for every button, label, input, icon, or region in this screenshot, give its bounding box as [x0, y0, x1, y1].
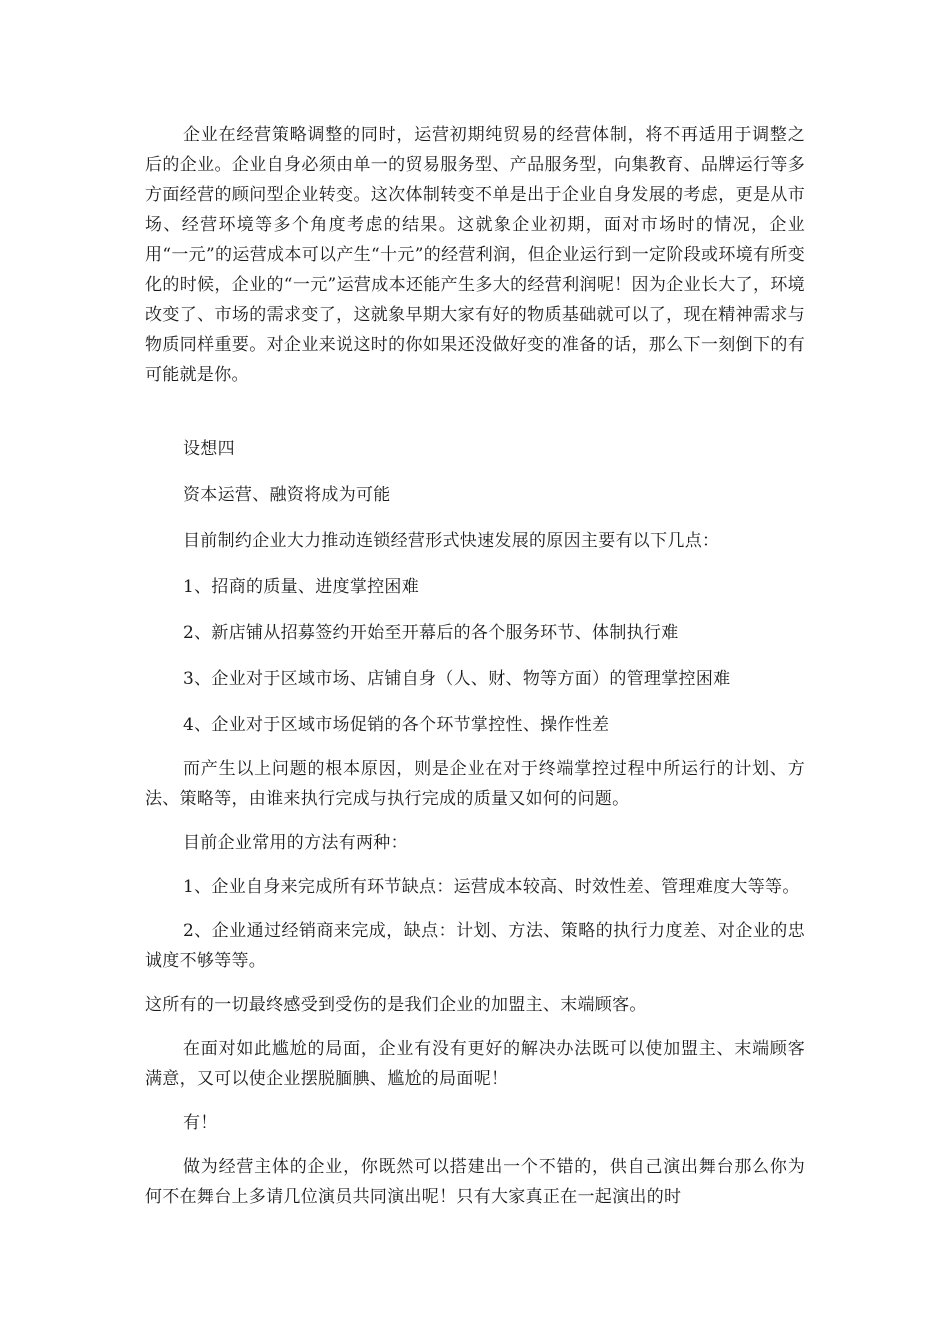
list-item-2: 2、新店铺从招募签约开始至开幕后的各个服务环节、体制执行难	[183, 623, 679, 643]
paragraph-root-cause: 而产生以上问题的根本原因，则是企业在对于终端掌控过程中所运行的计划、方法、策略等，由谁来执行完成与执行完成的质量又如何的问题。	[145, 759, 805, 809]
paragraph-franchisee-impact: 这所有的一切最终感受到受伤的是我们企业的加盟主、末端顾客。	[145, 995, 647, 1015]
paragraph-answer: 有！	[183, 1113, 218, 1133]
heading-idea-four: 设想四	[183, 439, 235, 459]
paragraph-methods-intro: 目前企业常用的方法有两种：	[183, 833, 408, 853]
method-item-2: 2、企业通过经销商来完成，缺点：计划、方法、策略的执行力度差、对企业的忠诚度不够等等。	[145, 921, 805, 971]
paragraph-question: 在面对如此尴尬的局面，企业有没有更好的解决办法既可以使加盟主、末端顾客满意，又可以使企业摆脱腼腆、尴尬的局面呢！	[145, 1039, 805, 1089]
paragraph-stage-metaphor: 做为经营主体的企业，你既然可以搭建出一个不错的，供自己演出舞台那么你为何不在舞台上多请几位演员共同演出呢！只有大家真正在一起演出的时	[145, 1157, 805, 1207]
document-body	[145, 120, 805, 1212]
subheading-capital-operation: 资本运营、融资将成为可能	[183, 485, 391, 505]
paragraph-constraints-intro: 目前制约企业大力推动连锁经营形式快速发展的原因主要有以下几点：	[183, 531, 720, 551]
method-item-1: 1、企业自身来完成所有环节缺点：运营成本较高、时效性差、管理难度大等等。	[183, 877, 800, 897]
paragraph-strategy-adjustment: 企业在经营策略调整的同时，运营初期纯贸易的经营体制，将不再适用于调整之后的企业。企业自身必须由单一的贸易服务型、产品服务型，向集教育、品牌运行等多方面经营的顾问型企业转变。这次体制转变不单是出于企业自身发展的考虑，更是从市场、经营环境等多个角度考虑的结果。这就象企业初期，面对市场时的情况，企业用“一元”的运营成本可以产生“十元”的经营利润，但企业运行到一定阶段或环境有所变化的时候，企业的“一元”运营成本还能产生多大的经营利润呢！因为企业长大了，环境改变了、市场的需求变了，这就象早期大家有好的物质基础就可以了，现在精神需求与物质同样重要。对企业来说这时的你如果还没做好变的准备的话，那么下一刻倒下的有可能就是你。	[145, 125, 805, 385]
list-item-4: 4、企业对于区域市场促销的各个环节掌控性、操作性差	[183, 715, 610, 735]
list-item-1: 1、招商的质量、进度掌控困难	[183, 577, 420, 597]
list-item-3: 3、企业对于区域市场、店铺自身（人、财、物等方面）的管理掌控困难	[183, 669, 731, 689]
